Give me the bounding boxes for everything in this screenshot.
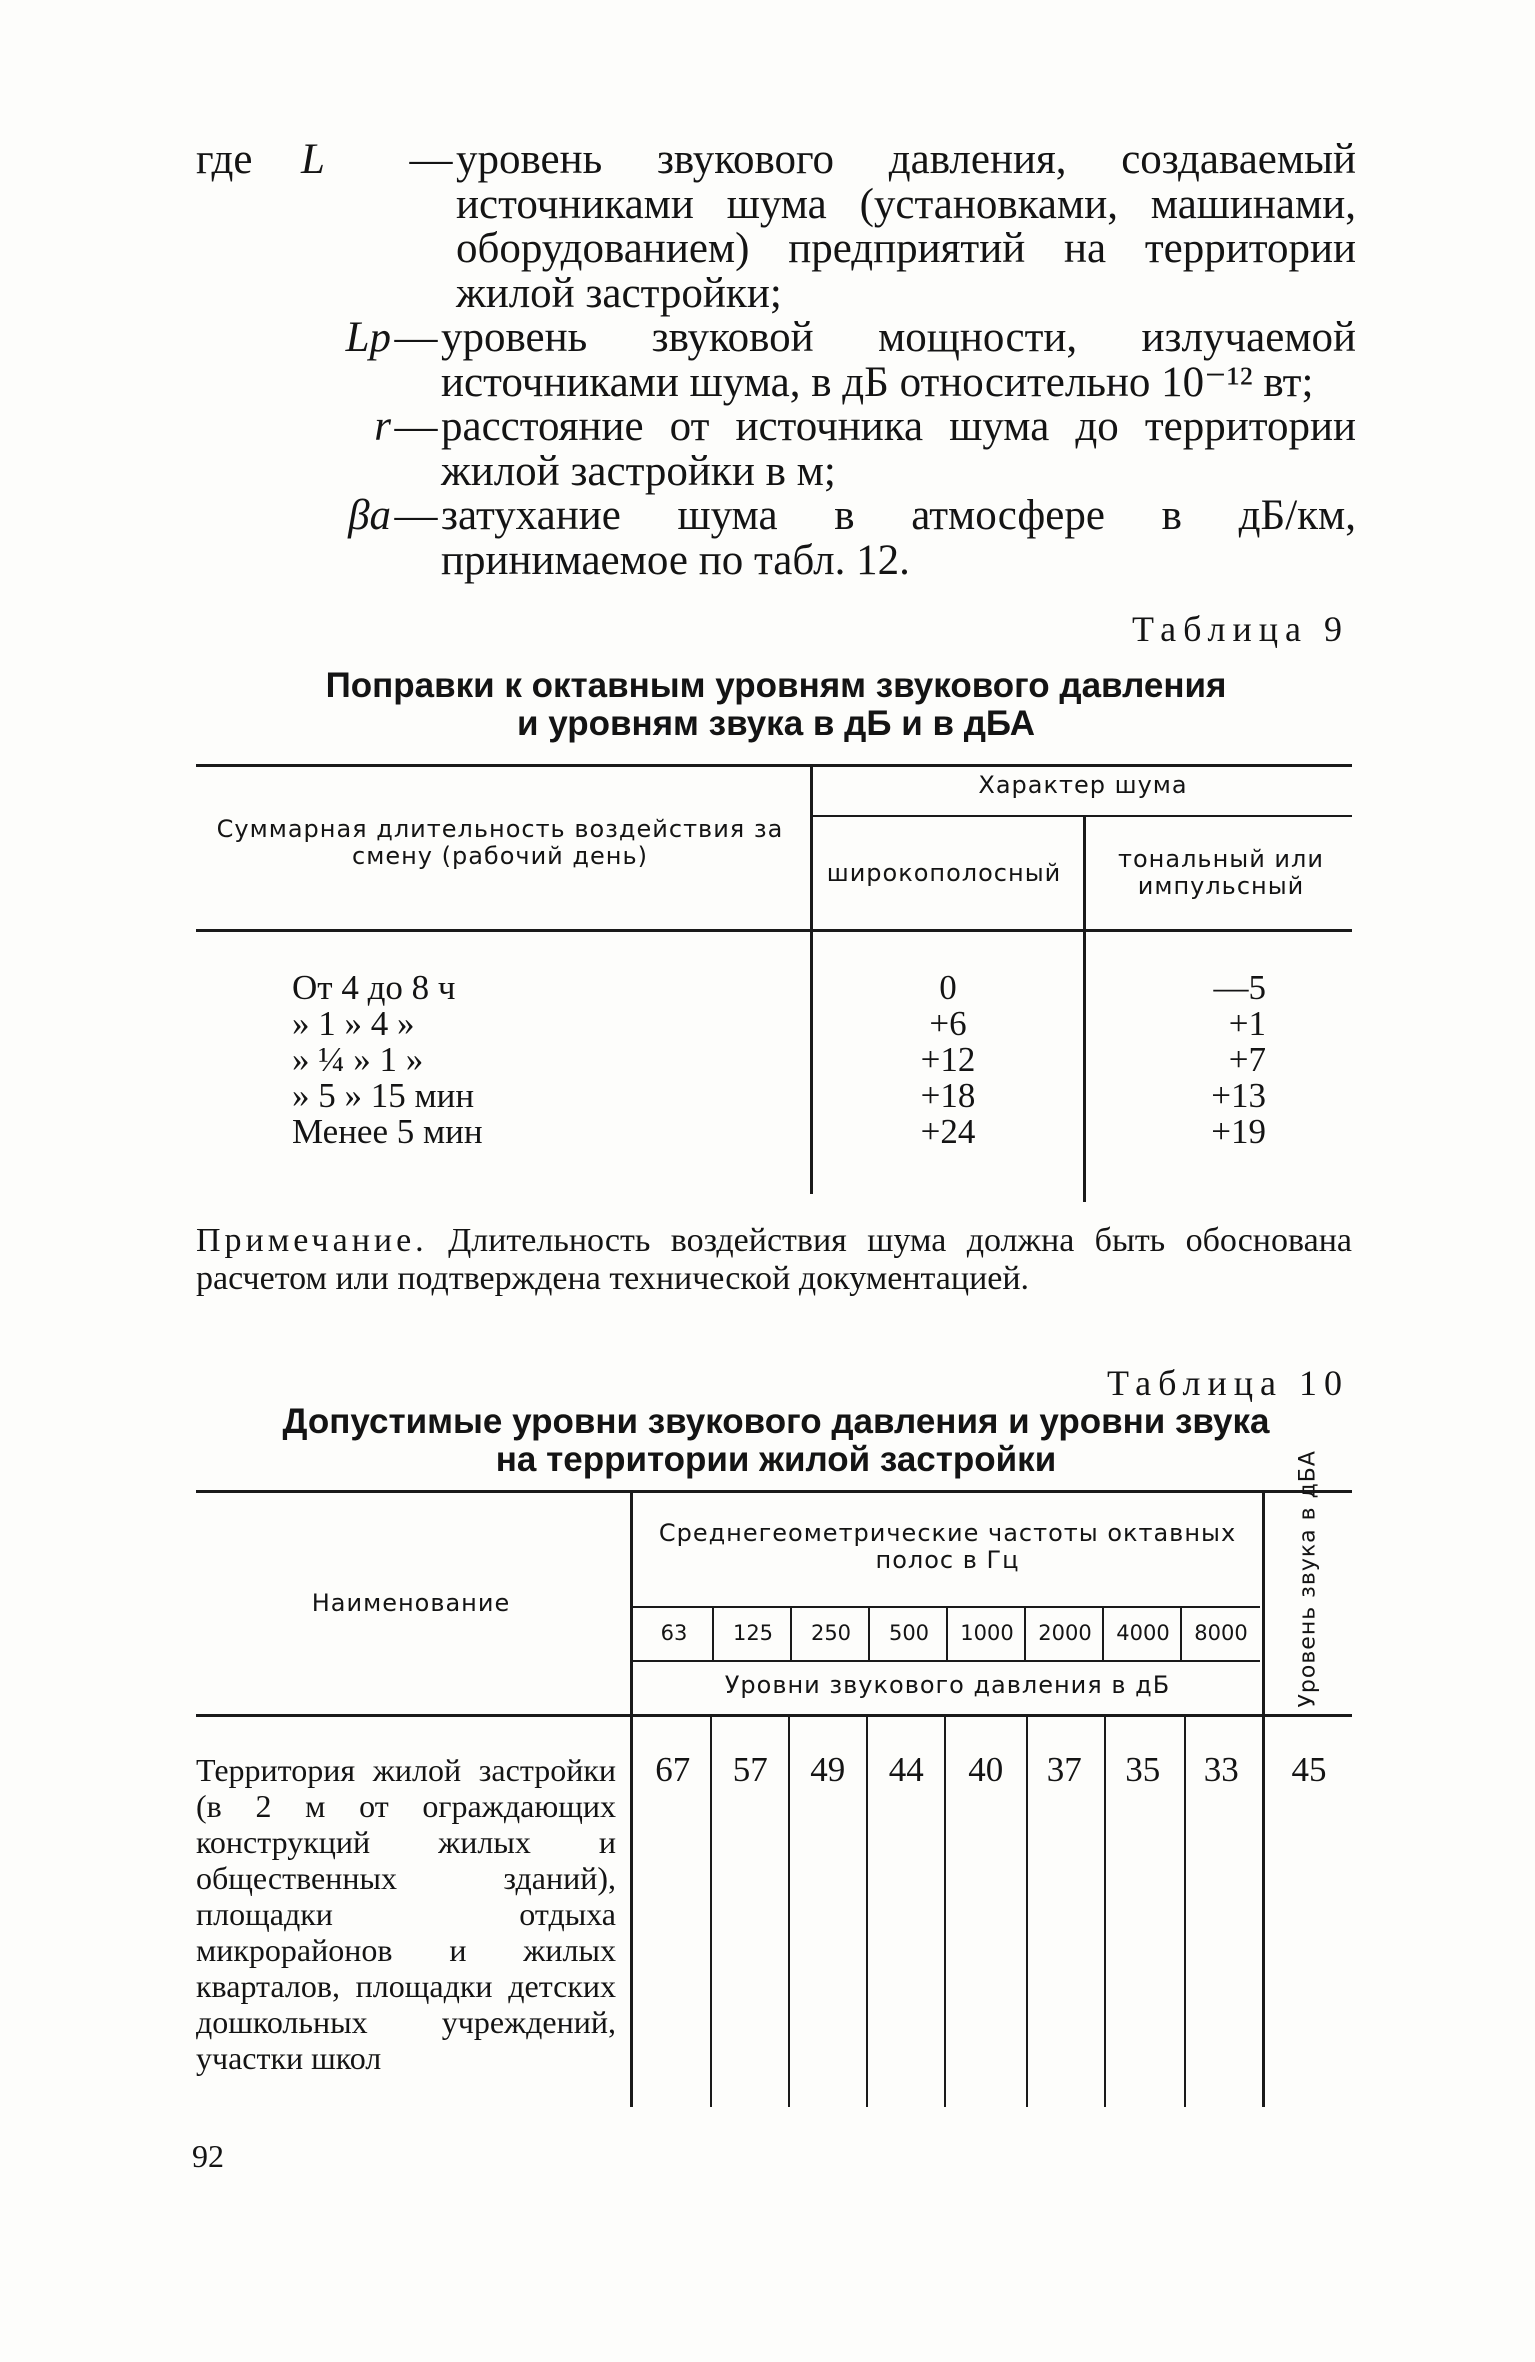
definition-symbol: Lp	[345, 314, 391, 361]
table10-frequency: 8000	[1194, 1621, 1248, 1645]
table9-header-rule	[196, 929, 1352, 932]
table10-value: 57	[732, 1750, 768, 1789]
table10-caption: Таблица 10	[1107, 1363, 1349, 1403]
table9-top-rule	[196, 764, 1352, 767]
table10-col-dba-wrap	[1268, 1450, 1348, 1712]
table9-durations	[292, 970, 792, 1150]
table9-col-group: Характер шума	[978, 771, 1188, 799]
table9-row-broadband: +18	[920, 1076, 976, 1115]
table9-row-duration: » 5 » 15 мин	[292, 1076, 475, 1115]
table10-freqvals-rule	[632, 1660, 1260, 1662]
definition-item	[196, 494, 1356, 583]
table10-col-freq-group: Среднегеометрические частоты октавных полос в Гц	[658, 1519, 1237, 1574]
table9-row-broadband: 0	[939, 968, 957, 1007]
table9-row-duration: Менее 5 мин	[292, 1112, 483, 1151]
table10-value: 67	[655, 1750, 691, 1789]
table9-caption: Таблица 9	[1132, 609, 1349, 649]
table10-frequency: 250	[810, 1621, 852, 1645]
table10-value: 40	[968, 1750, 1004, 1789]
definition-dash: —	[394, 314, 438, 361]
table9-title-line2: и уровням звука в дБ и в дБА	[516, 704, 1036, 743]
definition-text: уровень звукового давления, создаваемый источниками шума (установками, машинами, оборудованием) предприятий на территории жилой застройки;	[456, 136, 1356, 317]
table10-col-levels: Уровни звукового давления в дБ	[724, 1671, 1171, 1699]
table9-broadband-values	[814, 970, 1082, 1150]
definitions-block	[196, 138, 1356, 583]
table10-frequency: 63	[660, 1621, 688, 1645]
table10-frequency: 500	[888, 1621, 930, 1645]
definition-symbol: r	[374, 403, 391, 450]
table9-row-duration: » 1 » 4 »	[292, 1004, 415, 1043]
table10-value: 44	[888, 1750, 924, 1789]
definition-text: уровень звуковой мощности, излучаемой источниками шума, в дБ относительно 10⁻¹² вт;	[441, 314, 1356, 406]
table10-col-name: Наименование	[311, 1589, 511, 1617]
table10-title-line2: на территории жилой застройки	[495, 1440, 1057, 1479]
table10-value: 35	[1125, 1750, 1161, 1789]
definition-dash: —	[394, 492, 438, 539]
table9-row-duration: » ¼ » 1 »	[292, 1040, 424, 1079]
definition-symbol: βa	[348, 492, 391, 539]
table10-frequency: 125	[732, 1621, 774, 1645]
table9-row-tonal: —5	[1213, 968, 1266, 1007]
table9-col-broadband: широкополосный	[826, 859, 1062, 887]
definition-intro: где	[196, 136, 253, 183]
table10-frequency: 4000	[1116, 1621, 1170, 1645]
definition-symbol: L	[301, 136, 325, 183]
table10-vline-name	[630, 1492, 633, 2107]
table10-frequencies	[634, 1620, 1260, 1647]
table10-value: 33	[1203, 1750, 1239, 1789]
page-number: 92	[192, 2138, 224, 2174]
table9-title-line1: Поправки к октавным уровням звукового давления	[325, 666, 1227, 705]
table9-col-tonal: тональный или импульсный	[1118, 845, 1324, 900]
table10-value: 37	[1046, 1750, 1082, 1789]
table10-top-rule	[196, 1490, 1352, 1493]
table10-title-line1: Допустимые уровни звукового давления и уровни звука	[282, 1402, 1270, 1441]
table9-row-broadband: +24	[920, 1112, 976, 1151]
note-text: Длительность воздействия шума должна быть обоснована расчетом или подтверждена технической документацией.	[196, 1222, 1352, 1297]
table9-col-duration: Суммарная длительность воздействия за смену (рабочий день)	[216, 815, 784, 870]
definition-dash: —	[409, 136, 453, 183]
definition-item	[196, 316, 1356, 405]
table9-row-tonal: +7	[1228, 1040, 1266, 1079]
table9-row-tonal: +19	[1211, 1112, 1266, 1151]
definition-text: затухание шума в атмосфере в дБ/км, принимаемое по табл. 12.	[441, 492, 1356, 584]
table10-header-rule	[196, 1714, 1352, 1717]
definition-item	[196, 405, 1356, 494]
table10-values	[634, 1752, 1260, 1788]
table10-value-dba: 45	[1291, 1750, 1327, 1789]
definition-text: расстояние от источника шума до территории жилой застройки в м;	[441, 403, 1356, 495]
definition-item	[196, 138, 1356, 316]
table10-frequency: 1000	[960, 1621, 1014, 1645]
table10-frequency: 2000	[1038, 1621, 1092, 1645]
table10-value: 49	[810, 1750, 846, 1789]
table10-vline-dba	[1262, 1492, 1265, 2107]
table9-row-tonal: +1	[1228, 1004, 1266, 1043]
table9-row-duration: От 4 до 8 ч	[292, 968, 456, 1007]
table9-vline-1	[810, 766, 813, 1194]
table9-row-broadband: +6	[929, 1004, 967, 1043]
table9-row-tonal: +13	[1211, 1076, 1266, 1115]
table9-group-rule	[812, 815, 1352, 817]
table10-row-name: Территория жилой застройки (в 2 м от ограждающих конструкций жилых и общественных зданий), площадки отдыха микрорайонов и жилых кварталов, площадки детских дошкольных учреждений, участки школ	[196, 1752, 616, 2076]
table10-col-dba: Уровень звука в дБА	[1295, 1450, 1321, 1708]
table9-row-broadband: +12	[920, 1040, 976, 1079]
definition-dash: —	[394, 403, 438, 450]
note-label: Примечание.	[196, 1222, 428, 1259]
table9-tonal-values	[1186, 970, 1266, 1150]
table9-note	[196, 1222, 1352, 1298]
